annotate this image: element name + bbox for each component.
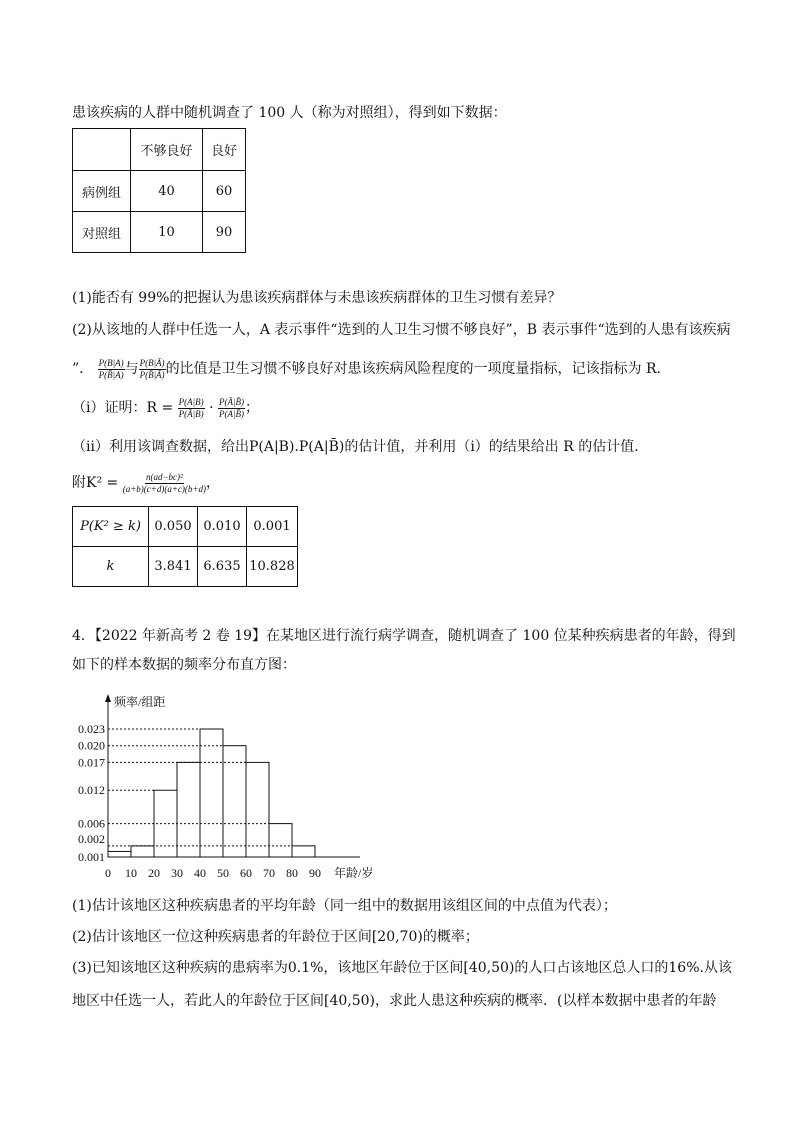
histogram-bar [246,762,269,857]
y-tick-label: 0.001 [78,850,105,864]
question-2-cont [72,356,661,382]
text: ； [244,400,259,416]
histogram-bar [108,851,131,857]
text: ”． [72,361,94,377]
table-cell: 病例组 [73,171,131,212]
x-tick-label: 70 [263,866,275,880]
numerator: P(B|Ā) [139,357,165,368]
x-tick-label: 10 [125,866,137,880]
x-tick-label: 40 [194,866,206,880]
histogram-bar [269,824,292,857]
y-tick-label: 0.017 [78,755,105,770]
fraction [123,472,206,495]
table-cell: 0.010 [198,507,247,547]
histogram-bar [200,729,223,857]
denominator: P(A|B̄) [218,408,244,419]
sub-question-2: (2)估计该地区一位这种疾病患者的年龄位于区间[20,70)的概率； [72,929,479,945]
x-tick-label: 50 [217,866,229,880]
denominator: P(B̄|Ā) [139,369,165,380]
question-2-ii: （ⅱ）利用该调查数据，给出P(A|B).P(A|B̄)的估计值，并利用（ⅰ）的结果给出 R 的估计值． [72,439,649,455]
fraction [98,358,125,381]
fraction [139,358,166,381]
x-tick-label: 30 [171,866,183,880]
intro-text: 患该疾病的人群中随机调查了 100 人（称为对照组），得到如下数据： [72,105,507,121]
question-1: (1)能否有 99%的把握认为患该疾病群体与未患该疾病群体的卫生习惯有差异？ [72,290,562,306]
x-tick-label: 0 [105,866,111,880]
denominator: P(Ā|B) [178,408,204,419]
table-header: 不够良好 [131,129,203,171]
histogram-bar [177,762,200,857]
text: ， [205,475,220,491]
table-cell: 40 [131,171,203,212]
problem-4: 4．【2022 年新高考 2 卷 19】在某地区进行流行病学调查，随机调查了 100 位某种疾病患者的年龄，得到 [72,628,736,644]
table-cell: P(K² ≥ k) [73,507,149,547]
x-tick-label: 90 [309,866,321,880]
table-header: 良好 [203,129,246,171]
y-tick-label: 0.012 [78,783,105,798]
table-cell: k [73,547,149,587]
text: 与 [124,361,139,377]
table-cell: 3.841 [149,547,198,587]
table-cell: 60 [203,171,246,212]
table-cell: 10.828 [247,547,298,587]
numerator: P(A|B) [178,396,204,407]
numerator: n(ad−bc)² [145,471,183,482]
y-tick-label: 0.002 [78,832,105,846]
survey-table [72,128,246,253]
table-cell: 90 [203,212,246,253]
y-axis-label: 频率/组距 [114,695,166,709]
problem-4-cont: 如下的样本数据的频率分布直方图： [72,657,296,673]
y-axis-arrow-icon [105,694,111,702]
x-tick-label: 60 [240,866,252,880]
x-axis-label: 年龄/岁 [334,866,374,880]
fraction [178,397,205,420]
table-header [73,129,131,171]
table-cell: 0.050 [149,507,198,547]
numerator: P(B|A) [98,357,124,368]
numerator: P(Ā|B̄) [218,396,244,407]
denominator: P(B̄|A) [98,369,124,380]
k2-formula [72,470,220,496]
text: 的比值是卫生习惯不够良好对患该疾病风险程度的一项度量指标，记该指标为 R. [165,361,662,377]
sub-question-3: (3)已知该地区这种疾病的患病率为0.1%，该地区年龄位于区间[40,50)的人口占该地区总人口的16%.从该 [72,960,732,976]
fraction [218,397,245,420]
text: （ⅰ）证明：R = [72,400,178,416]
histogram-bar [292,846,315,857]
denominator: (a+b)(c+d)(a+c)(b+d) [122,483,206,494]
k2-table [72,506,298,587]
y-tick-label: 0.020 [78,738,105,753]
histogram [60,680,390,886]
text: 附K² = [72,475,123,491]
histogram-bar [131,846,154,857]
sub-question-1: (1)估计该地区这种疾病患者的平均年龄（同一组中的数据用该组区间的中点值为代表）； [72,898,617,914]
table-cell: 对照组 [73,212,131,253]
sub-question-3-cont: 地区中任选一人，若此人的年龄位于区间[40,50)，求此人患这种疾病的概率．(以样本数据中患者的年龄 [72,993,717,1009]
question-2-i: （ⅰ）证明：R = $\frac{P(A|B)}{P(Ā|B)}$ · $\frac{P(Ā|B̄)}{P(A|B̄)}$ ； [72,396,259,419]
x-tick-label: 80 [286,866,298,880]
question-2: (2)从该地的人群中任选一人，A 表示事件“选到的人卫生习惯不够良好”，B 表示事件“选到的人患有该疾病 [72,322,731,338]
table-cell: 0.001 [247,507,298,547]
y-tick-label: 0.023 [78,722,105,737]
histogram-bar [223,746,246,857]
table-cell: 6.635 [198,547,247,587]
y-tick-label: 0.006 [78,816,105,831]
table-cell: 10 [131,212,203,253]
x-tick-label: 20 [148,866,160,880]
